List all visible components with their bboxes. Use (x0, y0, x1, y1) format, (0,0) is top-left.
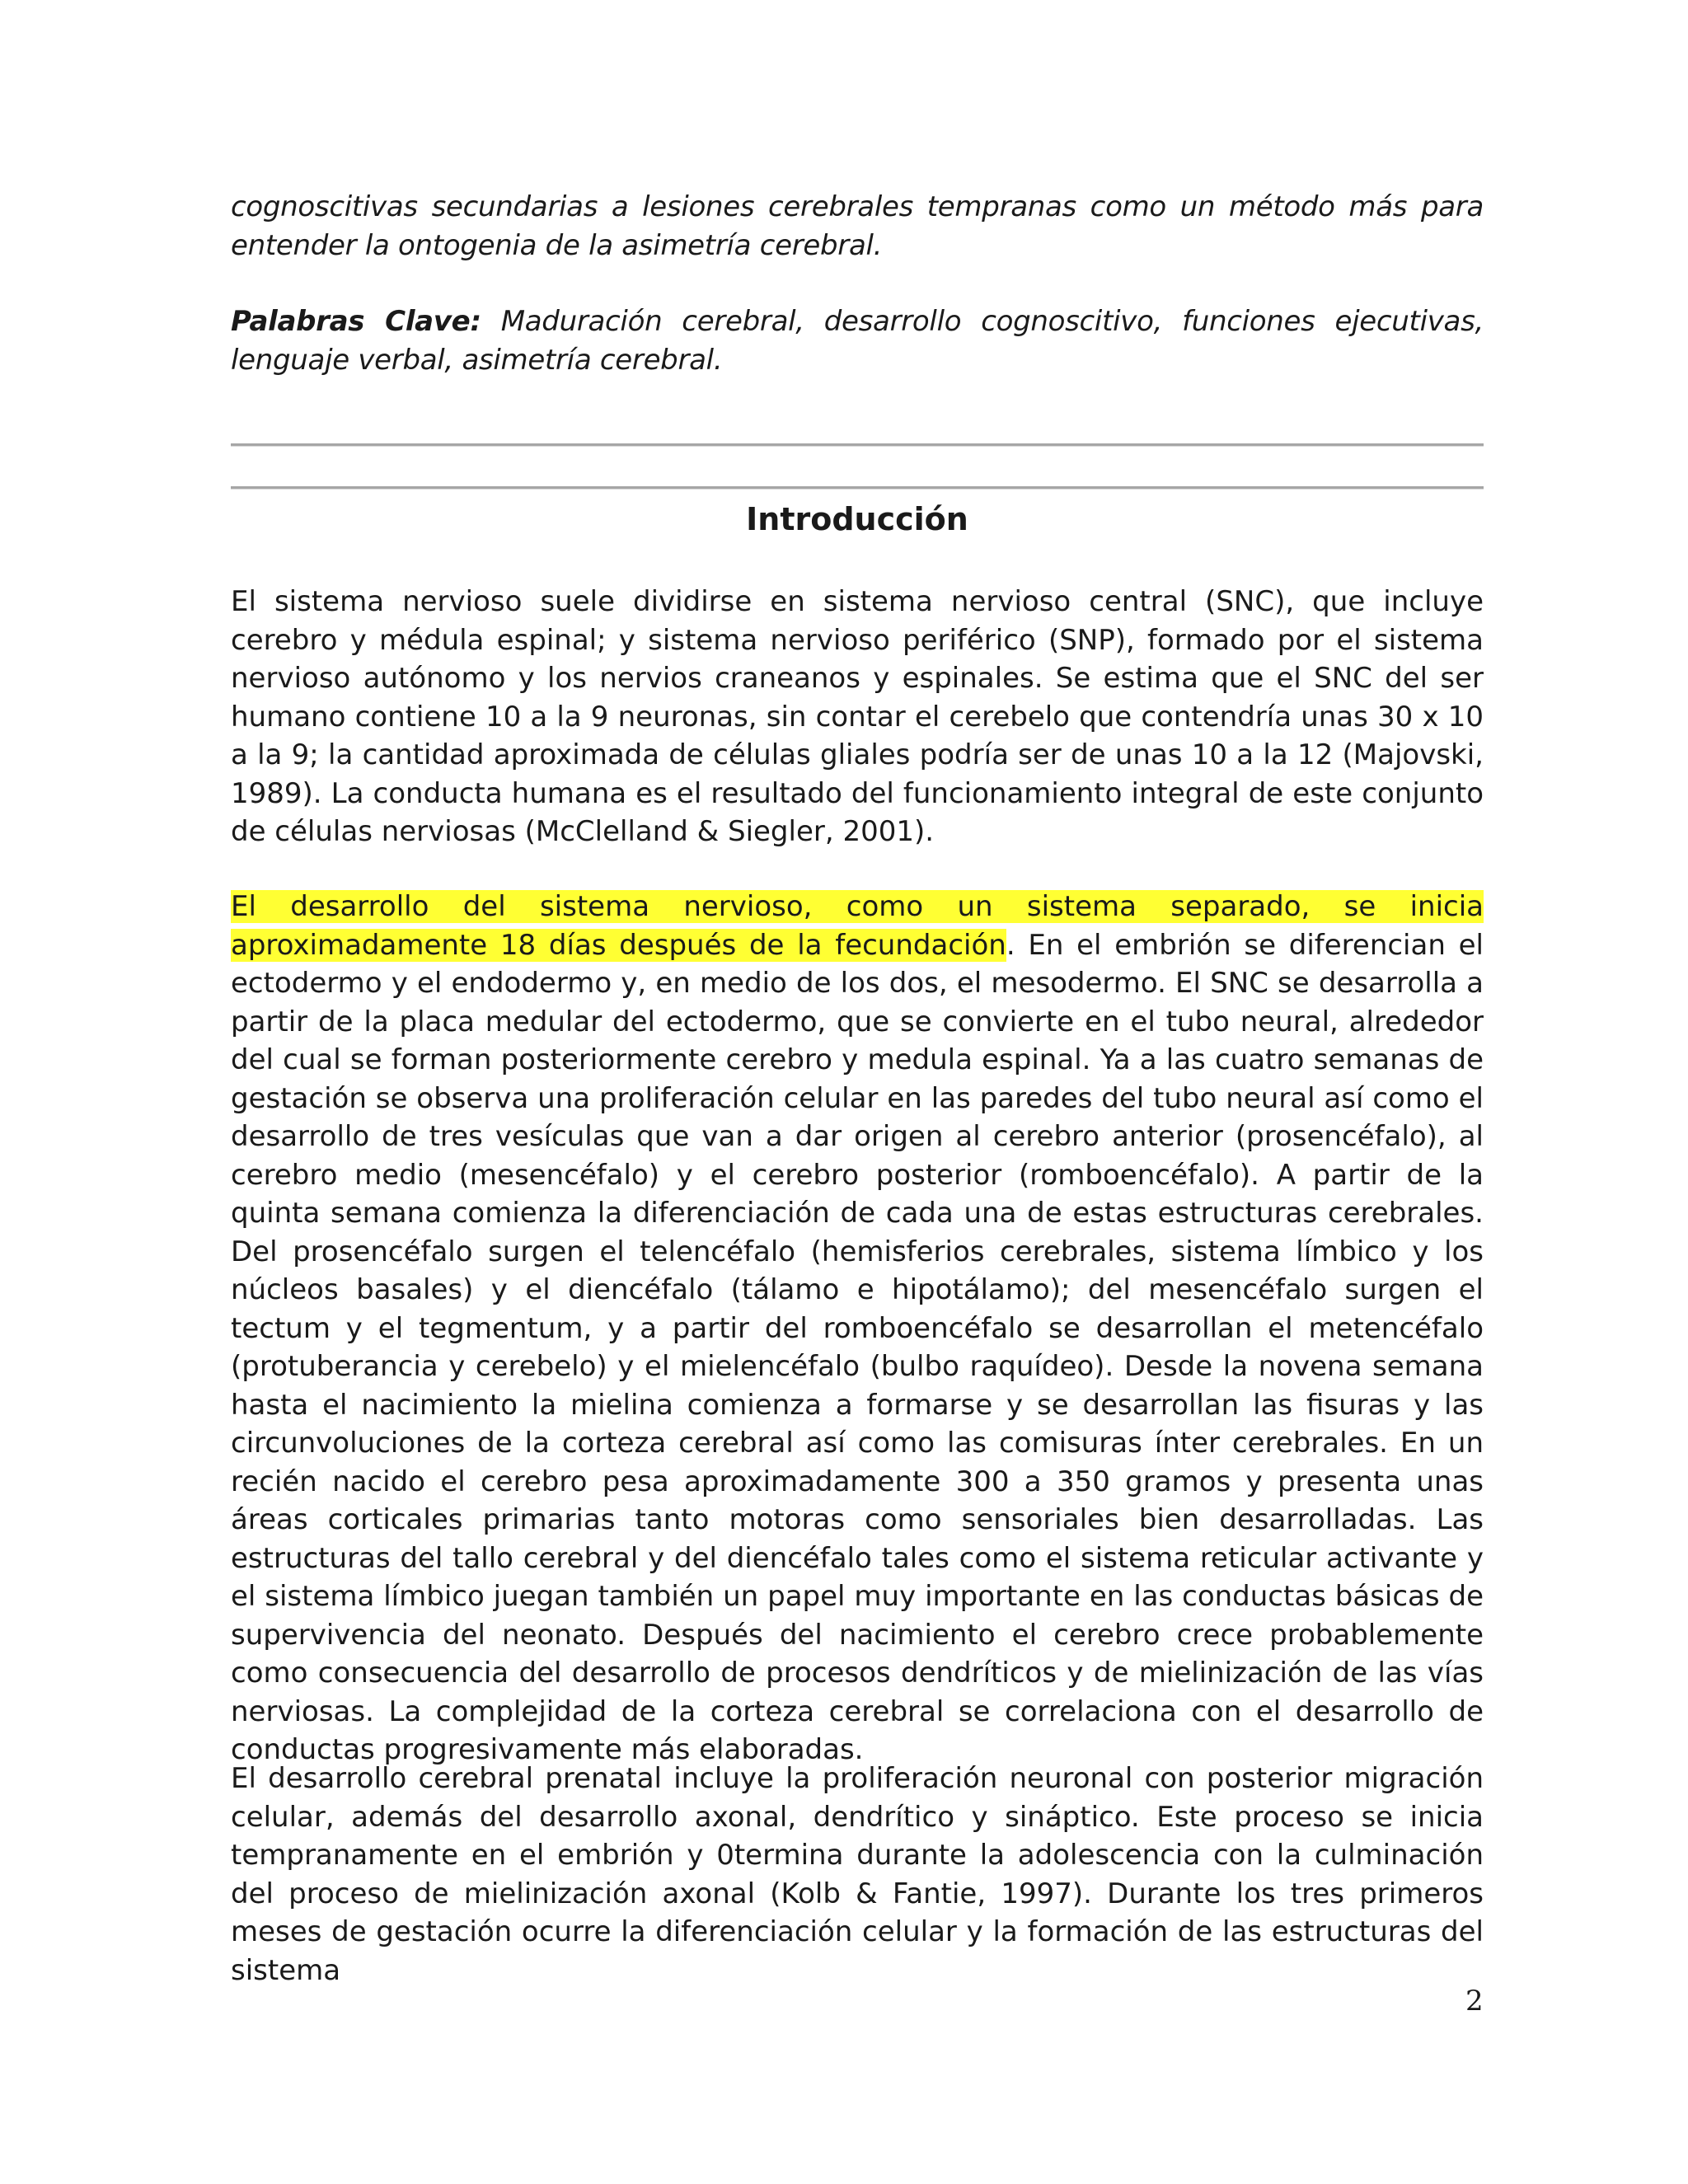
keywords-text: Maduración cerebral, desarrollo cognoscitivo, funciones ejecutivas, lenguaje verbal, asimetría cerebral. (231, 305, 1484, 377)
paragraph-3: El desarrollo cerebral prenatal incluye la proliferación neuronal con posterior migración celular, además del desarrollo axonal, dendrítico y sináptico. Este proceso se inicia tempranamente en el embrión y 0termina durante la adolescencia con la culminación del proceso de mielinización axonal (Kolb & Fantie, 1997). Durante los tres primeros meses de gestación ocurre la diferenciación celular y la formación de las estructuras del sistema (231, 1762, 1484, 1987)
section-title: Introducción (746, 501, 968, 537)
paragraph-2-rest: . En el embrión se diferencian el ectodermo y el endodermo y, en medio de los dos, el mesodermo. El SNC se desarrolla a partir de la placa medular del ectodermo, que se convierte en el tubo neural, alrededor del cual se forman posteriormente cerebro y medula espinal. Ya a las cuatro semanas de gestación se observa una proliferación celular en las paredes del tubo neural así como el desarrollo de tres vesículas que van a dar origen al cerebro anterior (prosencéfalo), al cerebro medio (mesencéfalo) y el cerebro posterior (romboencéfalo). A partir de la quinta semana comienza la diferenciación de cada una de estas estructuras cerebrales. Del prosencéfalo surgen el telencéfalo (hemisferios cerebrales, sistema límbico y los núcleos basales) y el diencéfalo (tálamo e hipotálamo); del mesencéfalo surgen el tectum y el tegmentum, y a partir del romboencéfalo se desarrollan el metencéfalo (protuberancia y cerebelo) y el mielencéfalo (bulbo raquídeo). Desde la novena semana hasta el nacimiento la mielina comienza a formarse y se desarrollan las fisuras y las circunvoluciones de la corteza cerebral así como las comisuras ínter cerebrales. En un recién nacido el cerebro pesa aproximadamente 300 a 350 gramos y presenta unas áreas corticales primarias tanto motoras como sensoriales bien desarrolladas. Las estructuras del tallo cerebral y del diencéfalo tales como el sistema reticular activante y el sistema límbico juegan también un papel muy importante en las conductas básicas de supervivencia del neonato. Después del nacimiento el cerebro crece probablemente como consecuencia del desarrollo de procesos dendríticos y de mielinización de las vías nerviosas. La complejidad de la corteza cerebral se correlaciona con el desarrollo de conductas progresivamente más elaboradas. (231, 928, 1484, 1766)
horizontal-divider-top (231, 443, 1484, 446)
paragraph-1: El sistema nervioso suele dividirse en sistema nervioso central (SNC), que incluye cerebro y médula espinal; y sistema nervioso periférico (SNP), formado por el sistema nervioso autónomo y los nervios craneanos y espinales. Se estima que el SNC del ser humano contiene 10 a la 9 neuronas, sin contar el cerebelo que contendría unas 30 x 10 a la 9; la cantidad aproximada de células gliales podría ser de unas 10 a la 12 (Majovski, 1989). La conducta humana es el resultado del funcionamiento integral de este conjunto de células nerviosas (McClelland & Siegler, 2001). (231, 585, 1484, 848)
highlighted-text: El desarrollo del sistema nervioso, como un sistema separado, se inicia aproximadamente 18 días después de la fecundación (231, 890, 1484, 962)
keywords-label: Palabras Clave: (231, 305, 481, 338)
abstract-continuation: cognoscitivas secundarias a lesiones cerebrales tempranas como un método más para entender la ontogenia de la asimetría cerebral. (231, 190, 1484, 262)
keywords-line (231, 302, 1484, 379)
page-number: 2 (1465, 1985, 1484, 2018)
horizontal-divider-bottom (231, 486, 1484, 489)
paragraph-2 (231, 888, 1484, 1769)
